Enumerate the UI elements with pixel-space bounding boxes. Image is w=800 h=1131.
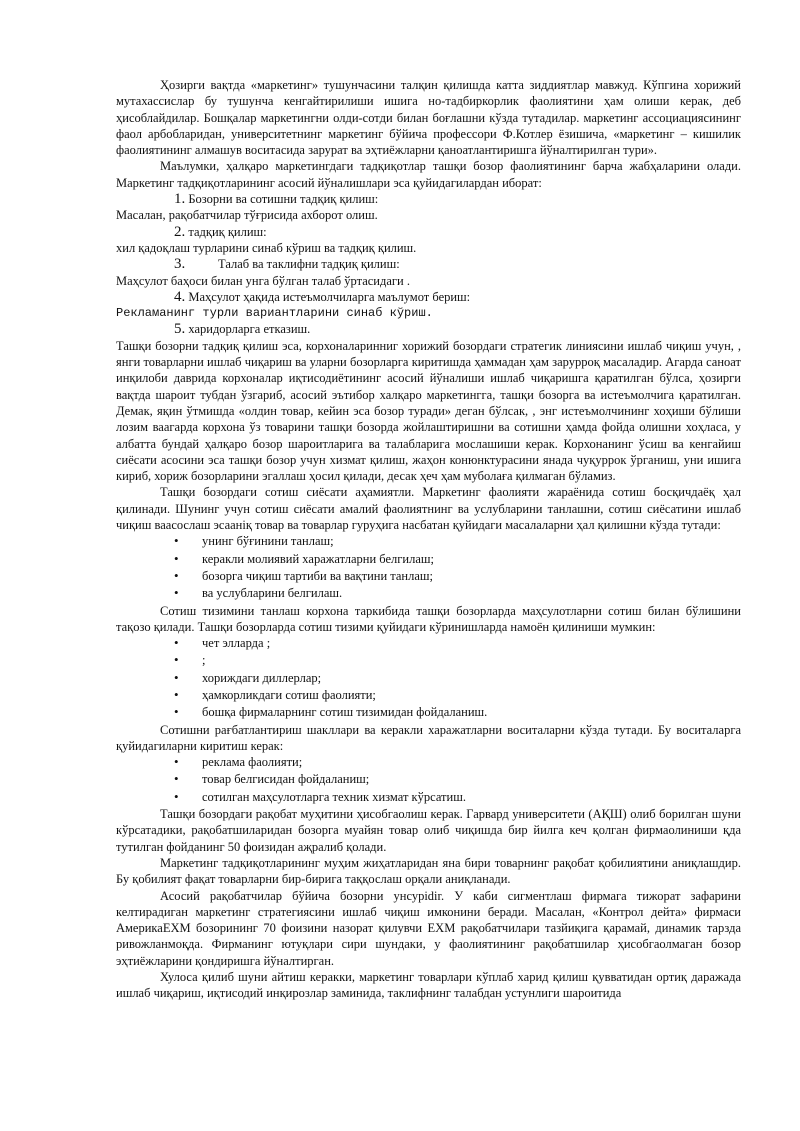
bullet-icon: • — [174, 788, 179, 804]
bullet-list — [116, 635, 741, 720]
paragraph: Сотиш тизимини танлаш корхона таркибида ташқи бозорларда маҳсулотларни сотиш билан бўлишини тақозо қилади. Ташқи бозорларда сотиш тизими қуйидаги кўринишларда намоён қилиниши мумкин: — [116, 603, 741, 634]
paragraph: Хулоса қилиб шуни айтиш керакки, маркетинг товарлари кўплаб харид қилиш қувватидан ортиқ даражада ишлаб чиқариш, иқтисодий инқирозлар заминида, таклифнинг талабдан устунлиги шароитида — [116, 970, 741, 1001]
bullet-icon: • — [174, 585, 179, 601]
numbered-item: 5. харидорларга етказиш. — [174, 321, 311, 338]
item-note: Масалан, рақобатчилар тўғрисида ахборот олиш. — [116, 208, 378, 223]
list-item: • бошқа фирмаларнинг сотиш тизимидан фойдаланиш. — [174, 704, 488, 720]
bullet-list — [116, 533, 741, 601]
paragraph: Ҳозирги вақтда «маркетинг» тушунчасини талқин қилишда катта зиддиятлар мавжуд. Кўпгина хорижий мутахассислар бу тушунча кенгайтирилиши ишига но-тадбиркорлик фаолиятини ҳам олиши керак, деб ҳисоблайдилар. Бошқалар маркетингни олди-сотди билан боғлашни кўзда тутадилар. маркетинг ассоциациясининг фаол арбобларидан, университетнинг маркетинг бўйича профессори Ф.Котлер ёзишича, «маркетинг – кишилик фаолиятининг алмашув воситасида зарурат ва эҳтиёжларни қаноатлантиришга йўналтирилган тури». — [116, 78, 741, 158]
list-item: • унинг бўғинини танлаш; — [174, 533, 334, 549]
paragraph: Ташқи бозорни тадқиқ қилиш эса, корхоналаринниг хорижий бозордаги стратегик линиясини ишлаб чиқиш учун, , янги товарларни ишлаб чиқариш ва уларни бозорларга киритишда ҳаммадан ҳам зарурроқ масаладир. Агарда саноат инқилоби даврида корхоналар иқтисодиётининг асосий йўналиши ишлаб чиқаришга қаратилган бўлса, ҳозирги вақтда шароит тубдан ўзгариб, асосий эътибор халқаро маркетингга, ташқи бозорга ва истеъмолчига қаратилган. Демак, яқин ўтмишда «олдин товар, кейин эса бозор туради» деган бўлсак, , энг истеъмолчининг хоҳиши бўлиши лозим ваагарда корхона ўз товарини ташқи бозорда жойлаштиришни ва сотишни ҳамда фойда олишни хоҳласа, у албатта бундай ҳалқаро бозор шароитларига ва талабларига мослашиши керак. Корхонанинг ўсиш ва кенгайиш сиёсати асосини эса ташқи бозор учун хизмат қилиш, жаҳон конюнктурасини янада чуқуррок ўрганиш, уни ишига кириб, хориж бозорларини эгаллаш ҳосил қилади, десак ҳеч ҳам муболаға қилмаган бўламиз. — [116, 338, 741, 484]
list-item: • керакли молиявий харажатларни белгилаш; — [174, 550, 434, 566]
list-item: • бозорга чиқиш тартиби ва вақтини танлаш; — [174, 567, 433, 583]
bullet-list — [116, 754, 741, 805]
list-item: • сотилган маҳсулотларга техник хизмат кўрсатиш. — [174, 788, 466, 804]
numbered-item: 2. тадқиқ қилиш: — [174, 223, 267, 240]
bullet-icon: • — [174, 533, 179, 549]
bullet-icon: • — [174, 704, 179, 720]
numbered-item: 3. Талаб ва таклифни тадқиқ қилиш: — [174, 256, 400, 273]
list-item: • ; — [174, 652, 206, 668]
bullet-icon: • — [174, 567, 179, 583]
list-item: • товар белгисидан фойдаланиш; — [174, 771, 370, 787]
list-item: • ҳамкорликдаги сотиш фаолияти; — [174, 686, 376, 702]
list-item: • ва услубларини белгилаш. — [174, 585, 343, 601]
paragraph: Асосий рақобатчилар бўйича бозорни унсурidir. У каби сигментлаш фирмага тижорат зафарини келтирадиган маркетинг стратегиясини ишлаб чиқиш имконини беради. Масалан, «Контрол дейта» фирмаси АмерикаЕХМ бозорининг 70 фоизини назорат қилувчи ЕХМ рақобатчилари тазйиқига қарамай, динамик тарзда ривожланмоқда. Фирманинг ютуқлари сири шундаки, у фаолиятининг рақобатшилар ҳисобгаолмаган бозор эҳтиёжларини қондиришга йўналтирган. — [116, 888, 741, 968]
bullet-icon: • — [174, 652, 179, 668]
item-note: Рекламанинг турли вариантларини синаб кўриш. — [116, 306, 433, 321]
bullet-icon: • — [174, 754, 179, 770]
list-item: • хориждаги диллерлар; — [174, 669, 322, 685]
bullet-icon: • — [174, 635, 179, 651]
paragraph: Ташқи бозордаги рақобат муҳитини ҳисобгаолиш керак. Гарвард университети (АҚШ) олиб борилган шуни кўрсатадики, рақобатшиларидан бозорга муайян товар олиб чиқишда бир йилга кеч қолган фирмаолиниши қда тутилган фойданинг 50 фоизидан аҗралиб қолади. — [116, 807, 741, 854]
document-body — [116, 77, 741, 1002]
numbered-item: 1. Бозорни ва сотишни тадқиқ қилиш: — [174, 191, 379, 208]
bullet-icon: • — [174, 686, 179, 702]
list-item: • реклама фаолияти; — [174, 754, 303, 770]
list-item: • чет элларда ; — [174, 635, 271, 651]
paragraph: Маркетинг тадқиқотларининг муҳим жиҳатларидан яна бири товарнинг рақобат қобилиятини аниқлашдир. Бу қобилият фақат товарларни бир-бирига таққослаш орқали аниқланади. — [116, 855, 741, 887]
paragraph: Сотишни рағбатлантириш шакллари ва керакли харажатларни воситаларни кўзда тутади. Бу воситаларга қуйидагиларни киритиш керак: — [116, 722, 741, 753]
item-note: Маҳсулот баҳоси билан унга бўлган талаб ўртасидаги . — [116, 273, 410, 288]
numbered-list — [116, 191, 741, 338]
paragraph: Маълумки, ҳалқаро маркетингдаги тадқиқотлар ташқи бозор фаолиятининг барча жабҳаларини олади. Маркетинг тадқиқотларининг асосий йўналишлари эса қуйидагилардан иборат: — [116, 159, 741, 190]
bullet-icon: • — [174, 669, 179, 685]
item-note: хил қадоқлаш турларини синаб кўриш ва тадқиқ қилиш. — [116, 240, 417, 255]
bullet-icon: • — [174, 550, 179, 566]
paragraph: Ташқи бозордаги сотиш сиёсати аҳамиятли. Маркетинг фаолияти жараёнида сотиш босқичдаёқ ҳал қилинади. Шунинг учун сотиш сиёсати амалий фаолиятнинг ва услубларини танлашни, сотиш сиёсатини ишлаб чиқиш ваасослаш эсаанiқ товар ва товарлар гуруҳига насбатан қуйидаги масалаларни ҳал қилишни кўзда тутади: — [116, 485, 741, 533]
numbered-item: 4. Маҳсулот ҳақида истеъмолчиларга маълумот бериш: — [174, 288, 471, 305]
bullet-icon: • — [174, 771, 179, 787]
